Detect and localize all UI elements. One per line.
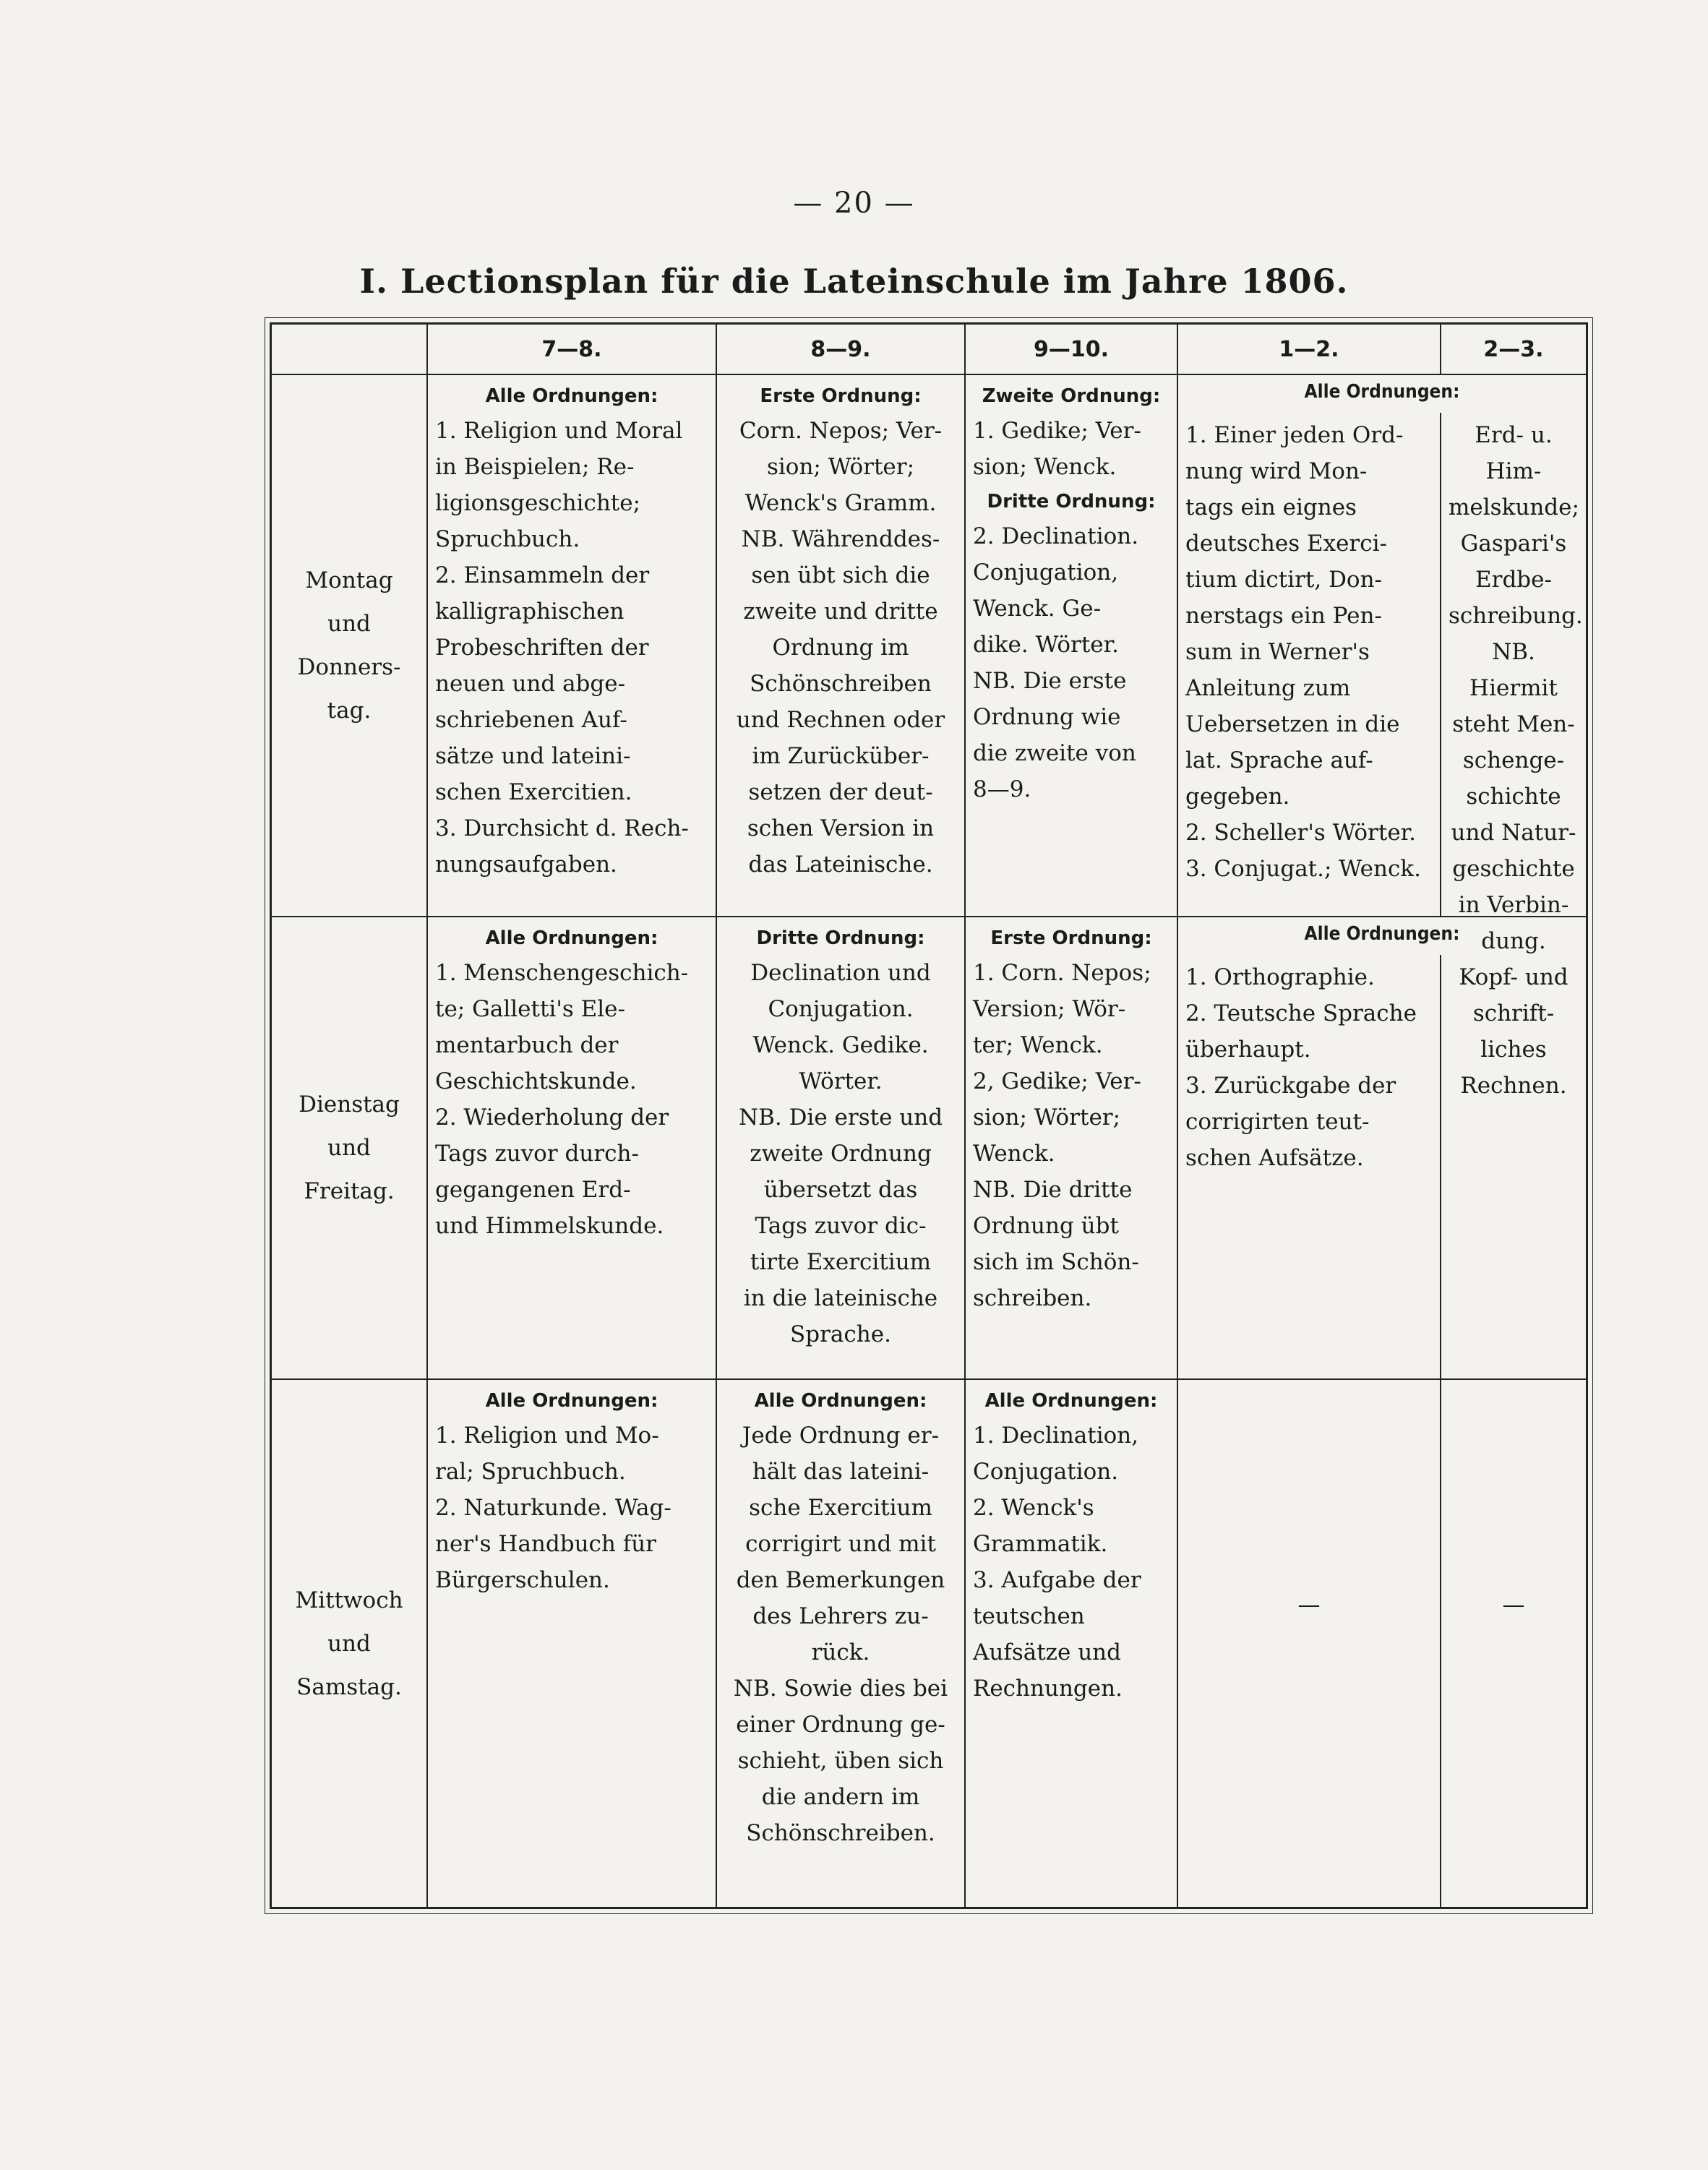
page-title: I. Lectionsplan für die Lateinschule im Jahre 1806. — [359, 262, 1349, 301]
header-9-10: 9—10. — [966, 325, 1178, 374]
order-heading: Alle Ordnungen: — [754, 1390, 927, 1412]
order-heading: Alle Ordnungen: — [485, 927, 658, 949]
cell-7-8 — [428, 1380, 717, 1907]
cell-7-8 — [428, 917, 717, 1378]
cell-text: Erd- u. Him- melskunde; Gaspari's Erdbe- schreibung. NB. Hiermit steht Men- schenge- schichte und Natur- geschichte in Verbin- dung. — [1449, 422, 1583, 954]
cell-text: Jede Ordnung er- hält das lateini- sche Exercitium corrigirt und mit den Bemerkungen des Lehrers zu- rück. NB. Sowie dies bei einer Ordnung ge- schieht, üben sich die andern im Schönschreiben. — [733, 1423, 948, 1846]
day-label: Mittwoch und Samstag. — [272, 1380, 428, 1907]
cell-text: 1. Declination, Conjugation. 2. Wenck's Grammatik. 3. Aufgabe der teutschen Aufsätze und Rechnungen. — [973, 1423, 1141, 1702]
order-subheading: Dritte Ordnung: — [987, 491, 1156, 513]
cell-8-9 — [717, 375, 966, 916]
empty-dash: — — [1502, 1592, 1525, 1618]
cell-text: 1. Menschengeschich- te; Galletti's Ele- mentarbuch der Geschichtskunde. 2. Wiederholung der Tags zuvor durch- gegangenen Erd- und Himmelskunde. — [435, 960, 689, 1239]
cell-2-3 — [1441, 413, 1586, 954]
order-heading: Erste Ordnung: — [760, 385, 922, 407]
lesson-plan-table — [270, 322, 1588, 1909]
cell-text: Corn. Nepos; Ver- sion; Wörter; Wenck's Gramm. NB. Währenddes- sen übt sich die zweite und dritte Ordnung im Schönschreiben und Rechnen oder im Zurücküber- setzen der deut- schen Version in das Lateinische. — [736, 418, 945, 878]
cell-9-10 — [966, 917, 1178, 1378]
cell-8-9 — [717, 917, 966, 1378]
header-8-9: 8—9. — [717, 325, 966, 374]
cell-1-2 — [1178, 413, 1441, 916]
cell-text: 1. Gedike; Ver- sion; Wenck. — [973, 418, 1141, 480]
cell-text: 1. Orthographie. 2. Teutsche Sprache überhaupt. 3. Zurückgabe der corrigirten teut- schen Aufsätze. — [1185, 964, 1417, 1171]
cell-text: 2. Declination. Conjugation, Wenck. Ge- dike. Wörter. NB. Die erste Ordnung wie die zweite von 8—9. — [973, 523, 1139, 802]
page-number: — 20 — — [793, 186, 915, 220]
order-heading: Alle Ordnungen: — [485, 1390, 658, 1412]
empty-dash: — — [1297, 1592, 1321, 1618]
order-heading-span: Alle Ordnungen: — [1304, 381, 1460, 403]
cell-1-2 — [1178, 1380, 1441, 1907]
header-1-2: 1—2. — [1178, 325, 1441, 374]
table-header-row — [272, 325, 1586, 375]
order-heading: Alle Ordnungen: — [984, 1390, 1158, 1412]
table-row-montag — [272, 375, 1586, 954]
order-heading: Erste Ordnung: — [990, 927, 1152, 949]
cell-9-10 — [966, 375, 1178, 916]
cell-text: 1. Religion und Mo- ral; Spruchbuch. 2. Naturkunde. Wag- ner's Handbuch für Bürgerschulen. — [435, 1423, 671, 1593]
table-row-mittwoch — [272, 1380, 1586, 1907]
cell-9-10 — [966, 1380, 1178, 1907]
cell-2-3 — [1441, 955, 1586, 1378]
cell-8-9 — [717, 1380, 966, 1907]
cell-text: Declination und Conjugation. Wenck. Gedike. Wörter. NB. Die erste und zweite Ordnung übersetzt das Tags zuvor dic- tirte Exercitium in die lateinische Sprache. — [738, 960, 943, 1347]
table-row-dienstag — [272, 917, 1586, 1380]
day-label: Montag und Donners- tag. — [272, 375, 428, 916]
header-day-cell — [272, 325, 428, 374]
order-heading: Zweite Ordnung: — [982, 385, 1161, 407]
header-2-3: 2—3. — [1483, 336, 1544, 362]
day-label: Dienstag und Freitag. — [272, 917, 428, 1378]
cell-7-8 — [428, 375, 717, 916]
cell-text: 1. Religion und Moral in Beispielen; Re- ligionsgeschichte; Spruchbuch. 2. Einsammeln der kalligraphischen Probeschriften der neuen und abge- schriebenen Auf- sätze und lateini- schen Exercitien. 3. Durchsicht d. Rech- nungsaufgaben. — [435, 418, 689, 878]
cell-text: Kopf- und schrift- liches Rechnen. — [1459, 964, 1568, 1099]
cell-2-3 — [1441, 1380, 1586, 1907]
order-heading: Dritte Ordnung: — [756, 927, 925, 949]
header-7-8: 7—8. — [428, 325, 717, 374]
cell-text: 1. Einer jeden Ord- nung wird Mon- tags ein eignes deutsches Exerci- tium dictirt, Don- nerstags ein Pen- sum in Werner's Anleitung zum Uebersetzen in die lat. Sprache auf- gegeben. 2. Scheller's Wörter. 3. Conjugat.; Wenck. — [1185, 422, 1421, 882]
cell-1-2 — [1178, 955, 1441, 1378]
cell-text: 1. Corn. Nepos; Version; Wör- ter; Wenck. 2, Gedike; Ver- sion; Wörter; Wenck. NB. Die dritte Ordnung übt sich im Schön- schreiben. — [973, 960, 1151, 1311]
order-heading-span: Alle Ordnungen: — [1304, 923, 1460, 945]
order-heading: Alle Ordnungen: — [485, 385, 658, 407]
